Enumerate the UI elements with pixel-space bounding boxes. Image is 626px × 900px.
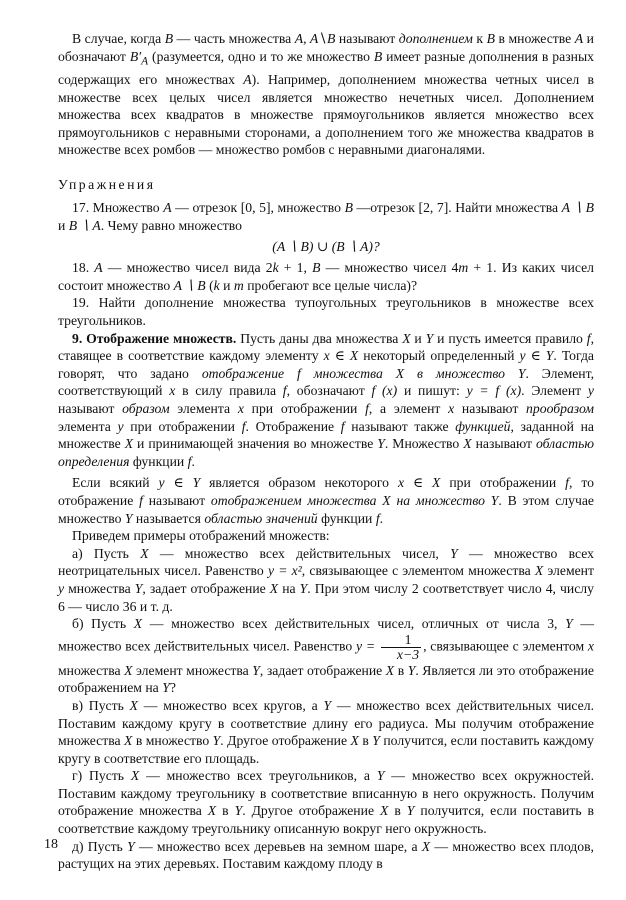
exercises-heading: Упражнения xyxy=(58,176,156,192)
exercise-17: 17. Множество A — отрезок [0, 5], множество B —отрезок [2, 7]. Найти множества A ∖ B и B ∖ A. Чему равно множество xyxy=(58,200,594,234)
page-number: 18 xyxy=(44,837,58,852)
exercise-18: 18. A — множество чисел вида 2k + 1, B — множество чисел 4m + 1. Из каких чисел состоит множество A ∖ B (k и m пробегают все целые числа)? xyxy=(58,260,594,293)
paragraph-examples-intro: Приведем примеры отображений множеств: xyxy=(72,528,330,544)
exercise-17-formula: (A ∖ B) ∪ (B ∖ A)? xyxy=(272,238,380,254)
example-a: а) Пусть X — множество всех действительных чисел, Y — множество всех неотрицательных чисел. Равенство y = x², связывающее с элементом множества X элемент y множества Y, задает отображение X на Y. При этом числу 2 соответствует число 4, числу 6 — число 36 и т. д. xyxy=(58,545,594,614)
section-9-title: 9. Отображение множеств. xyxy=(72,330,237,346)
section-9-paragraph: 9. Отображение множеств. Пусть даны два множества X и Y и пусть имеется правило f, ставящее в соответствие каждому элементу x ∈ X некоторый определенный y ∈ Y. Тогда говорят, что задано отображение f множества X в множество Y. Элемент, соответствующий x в силу правила f, обозначают f (x) и пишут: y = f (x). Элемент y называют образом элемента x при отображении f, а элемент x называют прообразом элемента y при отображении f. Отображение f называют также функцией, заданной на множестве X и принимающей значения во множестве Y. Множество X называют областью определения функции f. xyxy=(58,330,595,469)
example-d: д) Пусть Y — множество всех деревьев на земном шаре, а X — множество всех плодов, растущих на этих деревьях. Поставим каждому плоду в xyxy=(58,838,594,872)
fraction-formula: $\frac{1}{x-3}$ xyxy=(381,633,421,662)
paragraph-onto-mapping: Если всякий y ∈ Y является образом некоторого x ∈ X при отображении f, то отображение f называют отображением множества X на множество Y. В этом случае множество Y называется областью значений функции f. xyxy=(58,475,594,526)
example-b: б) Пусть X — множество всех действительных чисел, отличных от числа 3, Y — множество всех действительных чисел. Равенство y = $\frac{1}{x-3}$ , связывающее с элементом x множества X элемент множества Y, задает отображение X в Y. Является ли это отображение отображением на Y? xyxy=(58,616,595,696)
paragraph-complement: В случае, когда B — часть множества A, A∖B называют дополнением к B в множестве A и обозначают $B'_A$ (разумеется, одно и то же множество B имеет разные дополнения в разных содержащих его множествах A). Например, дополнением множества четных чисел в множестве всех целых чисел является множество нечетных чисел. Дополнением множества всех квадратов в множестве прямоугольников является множество всех прямоугольников с неравными сторонами, а дополнением того же множества квадратов в множестве всех ромбов — множество ромбов с неравными диагоналями. xyxy=(58,31,594,158)
example-v: в) Пусть X — множество всех кругов, а Y — множество всех действительных чисел. Поставим каждому кругу в соответствие длину его радиуса. Мы получим отображение множества X в множество Y. Другое отображение X в Y получится, если поставить каждому кругу в соответствие его площадь. xyxy=(58,697,594,766)
exercise-19: 19. Найти дополнение множества тупоугольных треугольников в множестве всех треугольников. xyxy=(58,295,594,329)
example-g: г) Пусть X — множество всех треугольников, а Y — множество всех окружностей. Поставим каждому треугольнику в соответствие вписанную в него окружность. Получим отображение множества X в Y. Другое отображение X в Y получится, если поставить в соответствие каждому треугольнику описанную вокруг него окружность. xyxy=(58,768,595,837)
